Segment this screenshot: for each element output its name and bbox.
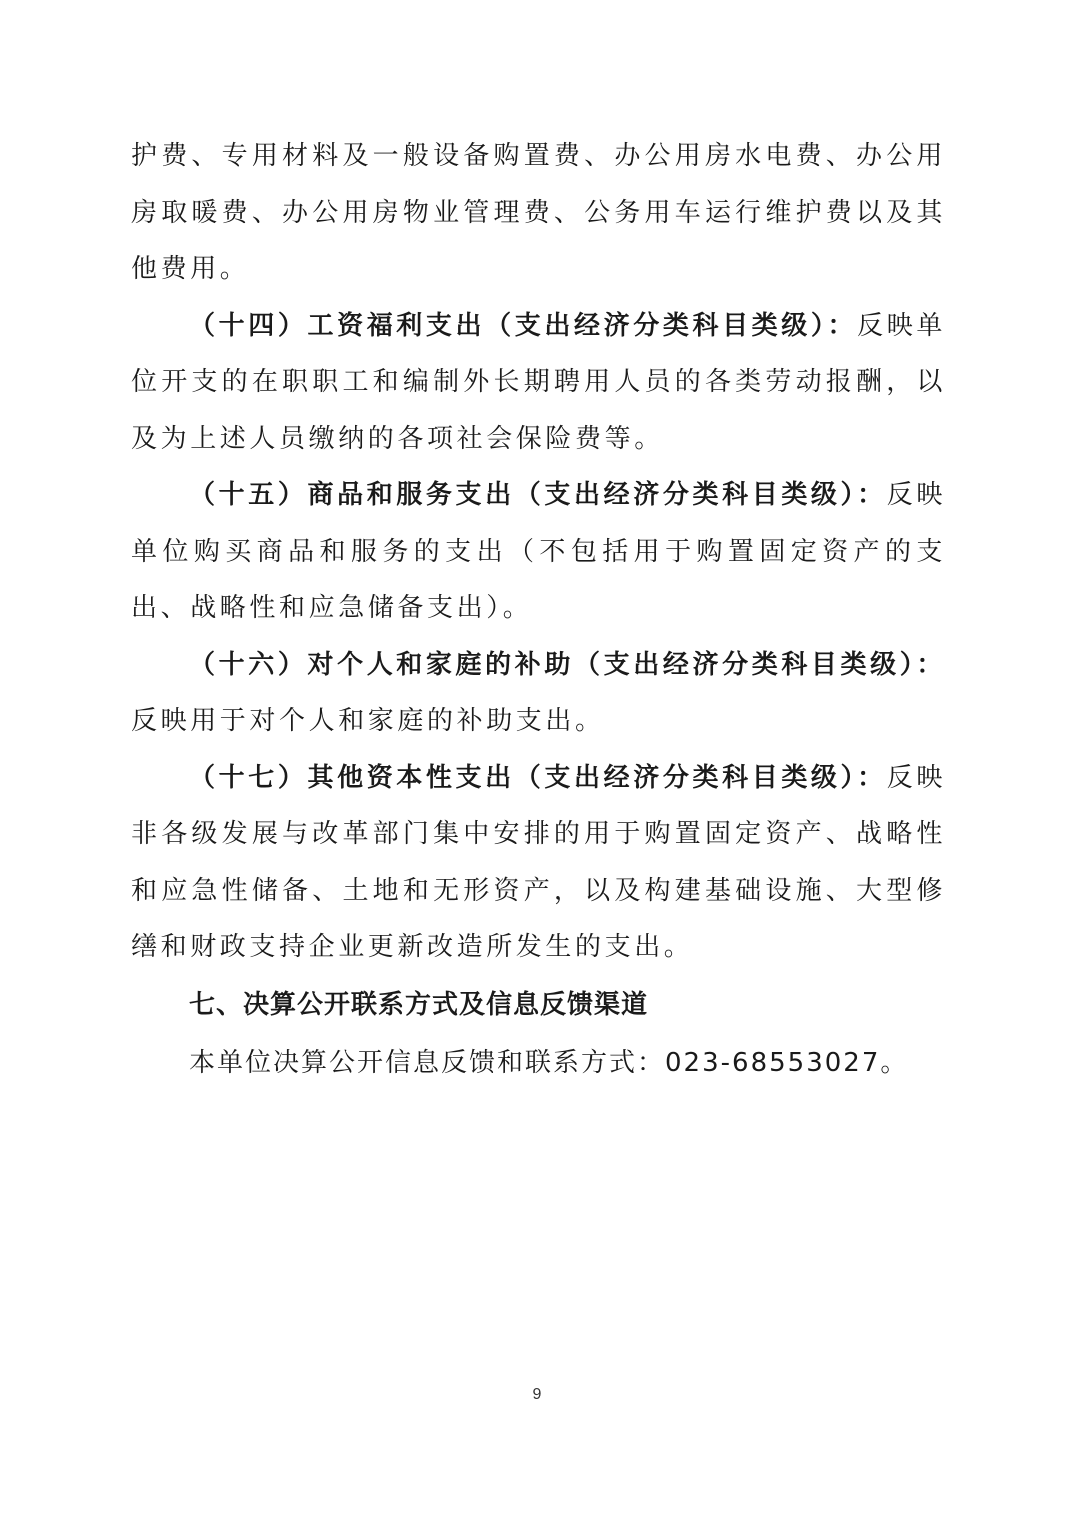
definition-wage-welfare: 反映单位开支的在职职工和编制外长期聘用人员的各类劳动报酬，以及为上述人员缴纳的各项社会保险费等。 bbox=[131, 310, 946, 454]
definition-goods-services: 反映单位购买商品和服务的支出（不包括用于购置固定资产的支出、战略性和应急储备支出）。 bbox=[131, 480, 946, 623]
definition-household-subsidy: 反映用于对个人和家庭的补助支出。 bbox=[131, 706, 605, 736]
contact-end: 。 bbox=[880, 1047, 909, 1078]
term-household-subsidy: （十六）对个人和家庭的补助（支出经济分类科目类级）： bbox=[189, 649, 946, 680]
document-body bbox=[131, 128, 946, 1092]
section-heading-contact: 七、决算公开联系方式及信息反馈渠道 bbox=[189, 989, 649, 1020]
paragraph-other-capital bbox=[131, 750, 946, 976]
paragraph-continuation bbox=[131, 128, 946, 298]
paragraph-household-subsidy bbox=[131, 637, 946, 750]
term-wage-welfare: （十四）工资福利支出（支出经济分类科目类级）： bbox=[189, 310, 858, 341]
paragraph-goods-services bbox=[131, 467, 946, 637]
paragraph-continuation-text: 护费、专用材料及一般设备购置费、办公用房水电费、办公用房取暖费、办公用房物业管理费、公务用车运行维护费以及其他费用。 bbox=[131, 141, 946, 284]
term-other-capital: （十七）其他资本性支出（支出经济分类科目类级）： bbox=[189, 762, 887, 793]
contact-label: 本单位决算公开信息反馈和联系方式： bbox=[189, 1047, 666, 1078]
paragraph-wage-welfare bbox=[131, 298, 946, 468]
contact-line bbox=[131, 1034, 946, 1092]
page-number: 9 bbox=[532, 1386, 542, 1403]
contact-phone: 023-68553027 bbox=[665, 1047, 881, 1078]
term-goods-services: （十五）商品和服务支出（支出经济分类科目类级）： bbox=[189, 480, 887, 510]
definition-other-capital: 反映非各级发展与改革部门集中安排的用于购置固定资产、战略性和应急性储备、土地和无形资产，以及构建基础设施、大型修缮和财政支持企业更新改造所发生的支出。 bbox=[131, 762, 946, 962]
